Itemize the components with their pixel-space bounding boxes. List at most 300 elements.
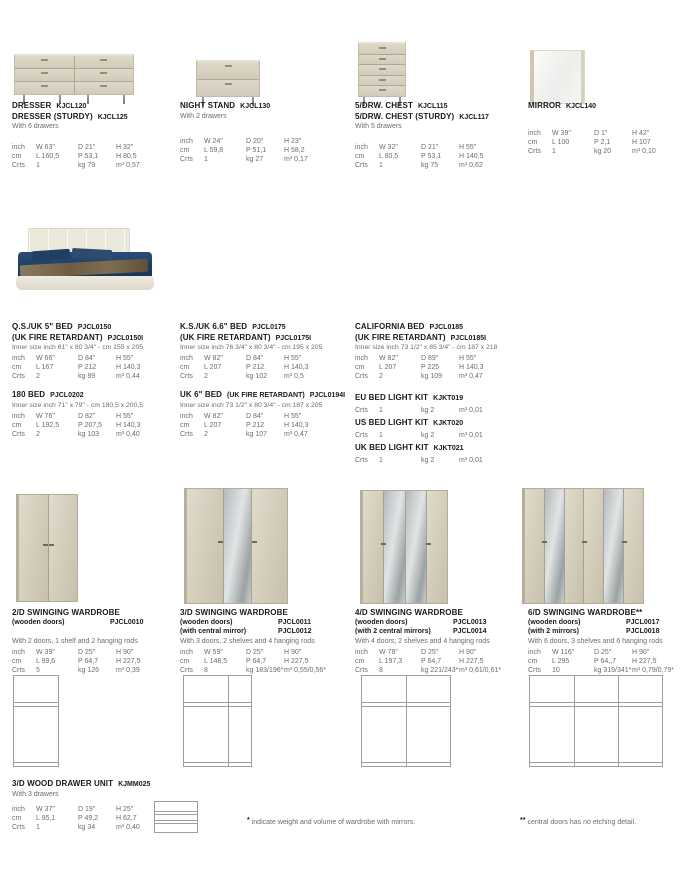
diagram-base — [14, 762, 58, 763]
product-code: PJCL0150 — [77, 324, 112, 331]
nightstand-photo — [196, 60, 260, 106]
spec-cell: D 25" — [421, 648, 439, 656]
nightstand-body — [196, 60, 260, 97]
spec-cell: 1 — [379, 406, 383, 414]
spec-cell: H 227,5 — [284, 657, 309, 665]
diagram-base — [362, 762, 450, 763]
inner-size: Inner size inch 61" x 80 3/4" - cm 155 x 205 — [12, 344, 144, 351]
wardrobe-4d-block — [355, 608, 519, 675]
footnote-text: central doors has no etching detail. — [527, 819, 637, 826]
spec-cell: L 59,8 — [204, 146, 224, 154]
spec-cell: H 140,3 — [459, 364, 484, 371]
door-handle — [426, 543, 431, 545]
spec-cell: P 212 — [78, 364, 97, 371]
diagram-divider — [618, 676, 619, 766]
spec-cell: inch — [180, 137, 193, 145]
variant-name: (wooden doors) — [12, 618, 65, 626]
kit-uk-block — [355, 443, 519, 465]
wardrobe-door — [19, 495, 48, 601]
spec-cell: Crts — [355, 666, 368, 674]
spec-table — [528, 648, 686, 675]
spec-cell: kg 109 — [421, 373, 443, 380]
inner-size: Inner size inch 71" x 79" - cm 180,5 x 200,5 — [12, 401, 144, 409]
spec-cell: kg 103 — [78, 430, 100, 438]
spec-cell: inch — [528, 129, 541, 137]
product-code: KJCL117 — [459, 113, 489, 121]
diagram-base — [184, 762, 251, 763]
spec-row — [355, 648, 519, 657]
spec-cell: inch — [355, 648, 368, 656]
drawer — [75, 69, 134, 81]
spec-cell: Crts — [12, 823, 25, 831]
product-name: 3/D WOOD DRAWER UNIT — [12, 779, 114, 788]
spec-cell: W 116" — [552, 648, 575, 656]
spec-cell: cm — [12, 421, 22, 429]
spec-cell: H 90" — [284, 648, 302, 656]
spec-table — [180, 137, 344, 164]
diagram-shelf — [530, 702, 662, 707]
spec-cell: kg 2 — [421, 406, 435, 414]
spec-cell: L 167 — [36, 364, 54, 371]
spec-cell: Crts — [180, 666, 193, 674]
spec-cell: W 59" — [204, 648, 223, 656]
wardrobe-6d-diagram — [529, 675, 663, 767]
spec-cell: P 225 — [421, 364, 440, 371]
spec-row — [528, 147, 686, 156]
spec-cell: H 55" — [284, 412, 302, 420]
spec-cell: m³ 0,10 — [632, 147, 656, 155]
spec-cell: Crts — [180, 430, 193, 438]
spec-cell: H 62,7 — [116, 814, 137, 822]
spec-cell: D 1" — [594, 129, 608, 137]
dresser-photo — [14, 54, 134, 104]
product-code: PJCL0202 — [50, 392, 84, 399]
spec-cell: cm — [12, 364, 22, 371]
product-name: 4/D SWINGING WARDROBE — [355, 608, 463, 617]
product-code: PJCL0014 — [453, 628, 487, 635]
spec-cell: 10 — [552, 666, 560, 674]
spec-table — [180, 412, 344, 439]
kit-eu-block — [355, 393, 519, 415]
spec-table — [355, 143, 519, 170]
product-title — [528, 608, 686, 618]
spec-cell: inch — [180, 648, 193, 656]
spec-cell: kg 319/341* — [594, 666, 632, 674]
spec-cell: kg 2 — [421, 431, 435, 439]
spec-cell: inch — [12, 805, 25, 813]
product-title — [12, 112, 176, 123]
spec-cell: W 78" — [379, 648, 398, 656]
spec-cell: W 82" — [204, 355, 223, 362]
drawer — [15, 69, 74, 81]
mirror-glass — [530, 50, 585, 104]
product-code: KJMM025 — [118, 781, 151, 788]
spec-cell: inch — [12, 355, 25, 362]
product-subname: (UK FIRE RETARDANT) — [227, 392, 305, 399]
product-desc: With 3 doors, 2 shelves and 4 hanging rods — [180, 637, 315, 645]
spec-cell: D 25" — [594, 648, 612, 656]
product-title — [355, 112, 519, 123]
door-handle — [49, 544, 54, 546]
spec-row — [180, 363, 344, 372]
spec-cell: cm — [528, 657, 538, 665]
spec-cell: 1 — [204, 155, 208, 163]
product-code: PJCL0010 — [110, 618, 144, 626]
dresser-body — [14, 54, 134, 95]
spec-cell: P 53,1 — [421, 153, 442, 160]
bed-base — [16, 276, 154, 290]
spec-cell: L 192,5 — [36, 421, 60, 429]
spec-row — [528, 648, 686, 657]
bed-uk6-block — [180, 390, 344, 439]
spec-cell: D 25" — [78, 648, 96, 656]
drawer — [15, 82, 74, 94]
product-code: KJKT020 — [433, 420, 464, 427]
spec-table — [12, 354, 176, 381]
dresser-block — [12, 101, 176, 170]
drawer — [197, 62, 259, 79]
product-variant — [12, 618, 176, 628]
spec-cell: P 2,1 — [594, 138, 611, 146]
product-title — [12, 390, 176, 401]
spec-cell: m³ 0,44 — [116, 373, 140, 380]
product-title — [12, 333, 176, 344]
spec-table — [355, 431, 519, 440]
spec-cell: m³ 0,62 — [459, 162, 483, 169]
spec-cell: 2 — [379, 373, 383, 380]
product-variant — [355, 627, 519, 637]
spec-cell: m³ 0,01 — [459, 431, 483, 439]
spec-row — [12, 648, 176, 657]
drawer — [75, 56, 134, 68]
product-code: PJCL0185 — [429, 324, 464, 331]
spec-cell: H 55" — [116, 355, 134, 362]
product-name: 3/D SWINGING WARDROBE — [180, 608, 288, 617]
spec-cell: kg 79 — [78, 162, 96, 169]
spec-row — [528, 138, 686, 147]
bed-180-block — [12, 390, 176, 439]
spec-table — [355, 406, 519, 415]
product-variant — [528, 627, 686, 637]
spec-row — [180, 354, 344, 363]
spec-table — [355, 648, 519, 675]
spec-table — [180, 354, 344, 381]
spec-row — [12, 161, 176, 170]
spec-cell: L 80,5 — [379, 153, 399, 160]
spec-cell: Crts — [12, 373, 25, 380]
spec-row — [12, 143, 176, 152]
spec-row — [355, 143, 519, 152]
spec-table — [528, 129, 686, 156]
spec-cell: D 84" — [246, 412, 264, 420]
footnote-asterisk: * — [247, 817, 250, 824]
product-name: DRESSER (STURDY) — [12, 111, 93, 121]
spec-cell: H 23" — [284, 137, 302, 145]
diagram-drawer-line — [155, 820, 197, 824]
spec-table — [12, 648, 176, 675]
spec-table — [12, 412, 176, 439]
inner-size: Inner size inch 73 1/2" x 80 3/4" - cm 187 x 205 — [180, 401, 323, 409]
product-code: PJCL0175I — [275, 334, 312, 342]
wardrobe-door — [565, 489, 584, 603]
spec-cell: P 64,,7 — [594, 657, 617, 665]
spec-row — [12, 657, 176, 666]
product-code: PJCL0013 — [453, 618, 487, 626]
spec-cell: W 39" — [552, 129, 571, 137]
spec-cell: cm — [528, 138, 538, 146]
product-variant — [180, 618, 344, 628]
spec-row — [355, 406, 519, 415]
wardrobe-mirror-door — [384, 491, 404, 603]
spec-cell: Crts — [355, 456, 368, 464]
spec-cell: 8 — [379, 666, 383, 674]
spec-cell: H 140,5 — [459, 153, 484, 160]
drawer — [359, 44, 405, 54]
spec-cell: m³ 0,17 — [284, 155, 308, 163]
product-title — [12, 608, 176, 618]
spec-cell: kg 183/196* — [246, 666, 284, 674]
spec-cell: W 32" — [379, 144, 398, 151]
product-title — [180, 322, 344, 333]
door-handle — [542, 541, 547, 543]
product-name: UK BED LIGHT KIT — [355, 443, 429, 452]
spec-cell: cm — [12, 814, 22, 822]
product-title — [528, 101, 686, 112]
variant-name: (wooden doors) — [528, 618, 581, 626]
spec-cell: P 64,7 — [78, 657, 99, 665]
spec-cell: Crts — [180, 155, 193, 163]
spec-cell: kg 89 — [78, 373, 96, 380]
bed-california-block — [355, 322, 519, 381]
spec-row — [180, 372, 344, 381]
spec-cell: kg 2 — [421, 456, 435, 464]
spec-cell: P 212 — [246, 421, 265, 429]
spec-row — [12, 363, 176, 372]
spec-cell: cm — [180, 146, 190, 154]
spec-cell: L 148,5 — [204, 657, 228, 665]
spec-cell: kg 27 — [246, 155, 264, 163]
spec-cell: 2 — [204, 373, 208, 380]
spec-cell: W 24" — [204, 137, 223, 145]
mirror-block — [528, 101, 686, 156]
wardrobe-3d-photo — [184, 488, 288, 604]
spec-cell: H 90" — [632, 648, 650, 656]
spec-cell: H 140,3 — [284, 364, 309, 371]
drawer — [15, 56, 74, 68]
product-name: 180 BED — [12, 390, 46, 399]
spec-row — [180, 430, 344, 439]
spec-cell: L 197,3 — [379, 657, 403, 665]
spec-cell: H 55" — [459, 144, 477, 151]
footnote-asterisk: ** — [520, 817, 526, 824]
spec-row — [12, 421, 176, 430]
spec-cell: L 100 — [552, 138, 570, 146]
spec-cell: H 55" — [459, 355, 477, 362]
product-name: (UK FIRE RETARDANT) — [180, 332, 271, 342]
spec-cell: cm — [355, 657, 365, 665]
nightstand-block — [180, 101, 344, 164]
spec-cell: W 37" — [36, 805, 55, 813]
variant-name: (with 2 mirrors) — [528, 628, 579, 635]
spec-row — [355, 363, 519, 372]
product-title — [355, 322, 519, 333]
spec-cell: kg 75 — [421, 162, 439, 169]
product-variant — [355, 618, 519, 628]
product-code: PJCL0194I — [309, 392, 346, 399]
inner-size: Inner size inch 73 1/2" x 85 3/4" - cm 187 x 218 — [355, 344, 498, 351]
drawer — [75, 82, 134, 94]
spec-cell: H 140,3 — [116, 421, 141, 429]
spec-row — [180, 666, 344, 675]
variant-name: (with 2 central mirrors) — [355, 628, 431, 635]
spec-cell: 1 — [379, 431, 383, 439]
variant-name: (wooden doors) — [180, 618, 233, 626]
spec-row — [180, 657, 344, 666]
wardrobe-4d-photo — [360, 490, 448, 604]
spec-cell: inch — [180, 412, 193, 420]
spec-cell: Crts — [355, 431, 368, 439]
spec-cell: Crts — [528, 666, 541, 674]
product-variant — [180, 627, 344, 637]
spec-table — [12, 143, 176, 170]
spec-cell: m³ 0,01 — [459, 406, 483, 414]
spec-cell: L 99,6 — [36, 657, 56, 665]
spec-cell: cm — [180, 657, 190, 665]
product-title — [12, 322, 176, 333]
spec-cell: m³ 0,55/0,56* — [284, 666, 327, 674]
spec-cell: Crts — [355, 373, 368, 380]
product-name: NIGHT STAND — [180, 101, 236, 110]
spec-cell: W 76" — [36, 412, 55, 420]
spec-cell: Crts — [180, 373, 193, 380]
door-handle — [381, 543, 386, 545]
spec-table — [180, 648, 344, 675]
spec-cell: inch — [12, 648, 25, 656]
wardrobe-3d-block — [180, 608, 344, 675]
wardrobe-2d-block — [12, 608, 176, 675]
spec-cell: Crts — [355, 162, 368, 169]
wardrobe-door — [363, 491, 383, 603]
wardrobe-door — [187, 489, 223, 603]
wardrobe-door — [49, 495, 78, 601]
product-code: PJCL0017 — [626, 618, 660, 626]
spec-row — [355, 161, 519, 170]
bed-pillow — [72, 248, 112, 260]
spec-cell: cm — [12, 153, 22, 160]
spec-cell: Crts — [355, 406, 368, 414]
wardrobe-door — [525, 489, 544, 603]
product-name: MIRROR — [528, 101, 562, 110]
spec-cell: P 49,2 — [78, 814, 99, 822]
spec-cell: H 90" — [116, 648, 134, 656]
diagram-shelf — [184, 702, 251, 707]
spec-row — [12, 666, 176, 675]
spec-cell: 2 — [204, 430, 208, 438]
door-handle — [252, 541, 257, 543]
spec-cell: m³ 0,40 — [116, 430, 140, 438]
spec-row — [355, 431, 519, 440]
product-name: US BED LIGHT KIT — [355, 418, 429, 427]
wardrobe-2d-diagram — [13, 675, 59, 767]
product-desc: With 5 drawers — [355, 123, 402, 130]
spec-cell: H 55" — [284, 355, 302, 362]
spec-table — [355, 456, 519, 465]
wardrobe-door — [427, 491, 447, 603]
spec-cell: 5 — [36, 666, 40, 674]
spec-cell: L 207 — [379, 364, 397, 371]
wardrobe-6d-block — [528, 608, 686, 675]
diagram-divider — [406, 676, 407, 766]
spec-row — [528, 657, 686, 666]
bed-qs-block — [12, 322, 176, 381]
spec-cell: P 64,7 — [421, 657, 442, 665]
spec-cell: D 20" — [246, 137, 264, 145]
spec-cell: H 90" — [459, 648, 477, 656]
spec-cell: kg 126 — [78, 666, 100, 674]
spec-cell: 1 — [379, 456, 383, 464]
wardrobe-door — [584, 489, 603, 603]
footnote-text: indicate weight and volume of wardrobe with mirrors. — [251, 819, 416, 826]
wardrobe-door — [252, 489, 287, 603]
product-name: 6/D SWINGING WARDROBE** — [528, 608, 643, 617]
wardrobe-4d-diagram — [361, 675, 451, 767]
spec-row — [180, 648, 344, 657]
spec-table — [355, 354, 519, 381]
spec-cell: P 51,1 — [246, 146, 267, 154]
variant-name: (with central mirror) — [180, 628, 247, 635]
spec-cell: H 140,3 — [284, 421, 309, 429]
chest-body — [358, 42, 406, 97]
product-name: DRESSER — [12, 101, 52, 110]
spec-cell: Crts — [12, 666, 25, 674]
spec-cell: P 207,5 — [78, 421, 103, 429]
product-name: 2/D SWINGING WARDROBE — [12, 608, 120, 617]
spec-cell: kg 107 — [246, 430, 268, 438]
spec-row — [355, 666, 519, 675]
spec-cell: m³ 0,57 — [116, 162, 140, 169]
inner-size: Inner size inch 76 3/4" x 80 3/4" - cm 195 x 205 — [180, 344, 323, 351]
diagram-drawer-line — [155, 811, 197, 815]
spec-cell: W 82" — [204, 412, 223, 420]
spec-cell: inch — [528, 648, 541, 656]
spec-cell: inch — [355, 144, 368, 151]
spec-cell: Crts — [12, 430, 25, 438]
product-name: 5/DRW. CHEST — [355, 101, 413, 110]
spec-cell: cm — [180, 421, 190, 429]
wardrobe-mirror-door — [604, 489, 623, 603]
diagram-shelf — [14, 702, 58, 707]
wardrobe-3d-diagram — [183, 675, 252, 767]
product-desc: With 4 doors, 2 shelves and 4 hanging rods — [355, 637, 490, 645]
spec-cell: P 64,7 — [246, 657, 267, 665]
spec-row — [355, 372, 519, 381]
product-code: KJCL115 — [417, 103, 448, 110]
spec-cell: m³ 0,40 — [116, 823, 140, 831]
spec-cell: L 207 — [204, 364, 222, 371]
product-code: PJCL0150I — [107, 334, 144, 342]
product-code: PJCL0175 — [252, 324, 286, 331]
product-name: (UK FIRE RETARDANT) — [12, 332, 103, 342]
spec-cell: inch — [12, 144, 25, 151]
spec-cell: H 42" — [632, 129, 650, 137]
spec-row — [355, 152, 519, 161]
footnote-mirrors — [247, 819, 415, 826]
kit-us-block — [355, 418, 519, 440]
spec-row — [528, 129, 686, 138]
wardrobe-2d-photo — [16, 494, 78, 602]
mirror-photo — [530, 50, 585, 104]
spec-cell: H 227,5 — [116, 657, 141, 665]
